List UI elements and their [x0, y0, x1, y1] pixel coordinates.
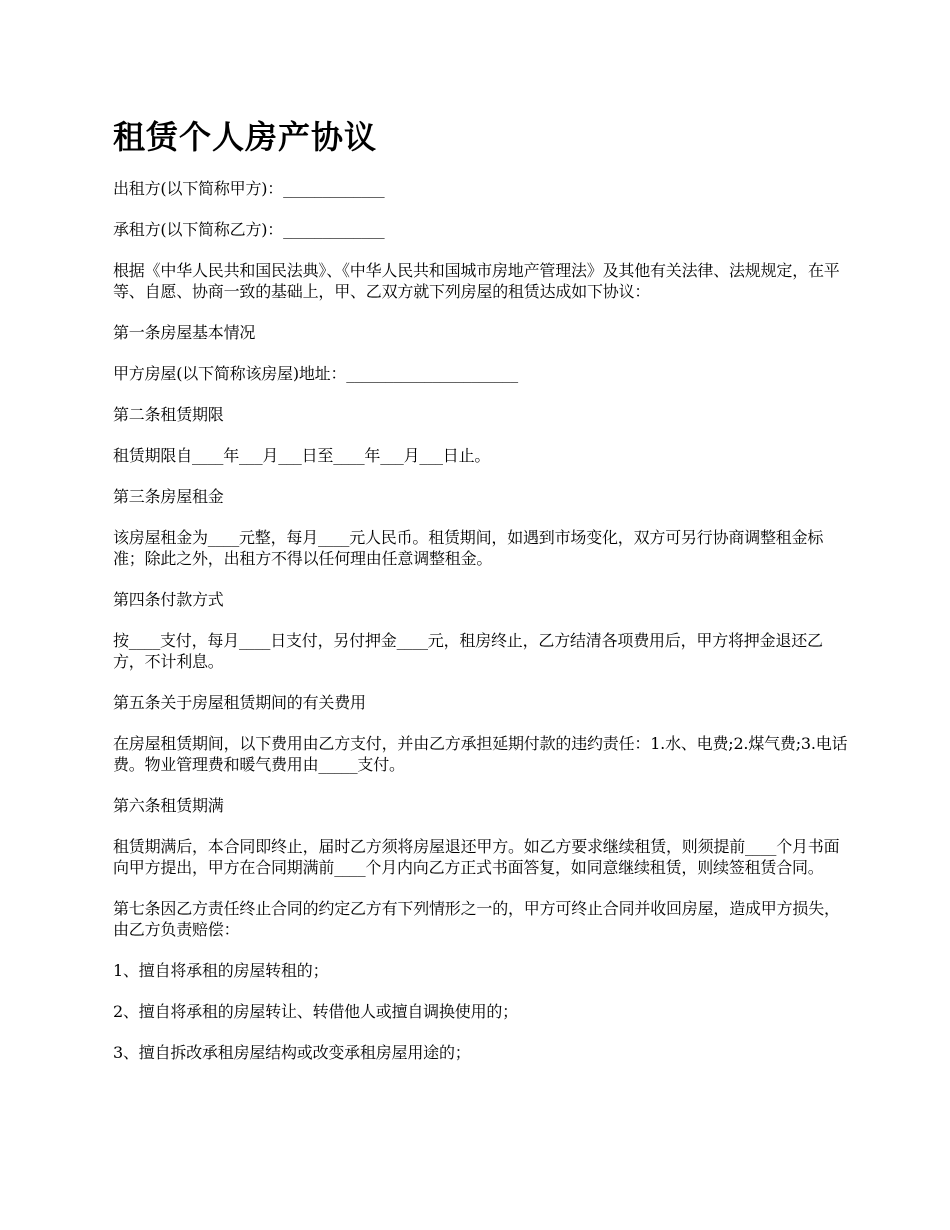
- document-title: 租赁个人房产协议: [113, 118, 378, 156]
- article-6-heading: 第六条租赁期满: [113, 796, 224, 815]
- article-3-text: 该房屋租金为____元整，每月____元人民币。租赁期间，如遇到市场变化，双方可另行协商调整租金标准；除此之外，出租方不得以任何理由任意调整租金。: [113, 528, 824, 568]
- article-1-heading: 第一条房屋基本情况: [113, 323, 256, 342]
- lessee-line: 承租方(以下简称乙方)：_____________: [113, 220, 385, 239]
- article-2-text: 租赁期限自____年___月___日至____年___月___日止。: [113, 446, 491, 465]
- article-1-text: 甲方房屋(以下简称该房屋)地址：______________________: [113, 364, 518, 383]
- article-5-text: 在房屋租赁期间，以下费用由乙方支付，并由乙方承担延期付款的违约责任：1.水、电费;2.煤气费;3.电话费。物业管理费和暖气费用由_____支付。: [113, 734, 848, 774]
- article-4-heading: 第四条付款方式: [113, 590, 224, 609]
- article-6-text: 租赁期满后，本合同即终止，届时乙方须将房屋退还甲方。如乙方要求继续租赁，则须提前____个月书面向甲方提出，甲方在合同期满前____个月内向乙方正式书面答复，如同意继续租赁，则续签租赁合同。: [113, 837, 840, 877]
- preamble-paragraph: 根据《中华人民共和国民法典》、《中华人民共和国城市房地产管理法》及其他有关法律、法规规定，在平等、自愿、协商一致的基础上，甲、乙双方就下列房屋的租赁达成如下协议：: [113, 261, 840, 301]
- document-page: [113, 110, 848, 1083]
- article-3-heading: 第三条房屋租金: [113, 487, 224, 506]
- article-4-text: 按____支付，每月____日支付，另付押金____元，租房终止，乙方结清各项费用后，甲方将押金退还乙方，不计利息。: [113, 631, 823, 671]
- list-item-3: 3、擅自拆改承租房屋结构或改变承租房屋用途的；: [113, 1043, 471, 1062]
- article-5-heading: 第五条关于房屋租赁期间的有关费用: [113, 693, 366, 712]
- lessor-line: 出租方(以下简称甲方)：_____________: [113, 179, 385, 198]
- list-item-1: 1、擅自将承租的房屋转租的；: [113, 961, 329, 980]
- article-7-text: 第七条因乙方责任终止合同的约定乙方有下列情形之一的，甲方可终止合同并收回房屋，造成甲方损失，由乙方负责赔偿：: [113, 899, 840, 939]
- list-item-2: 2、擅自将承租的房屋转让、转借他人或擅自调换使用的；: [113, 1002, 518, 1021]
- article-2-heading: 第二条租赁期限: [113, 405, 224, 424]
